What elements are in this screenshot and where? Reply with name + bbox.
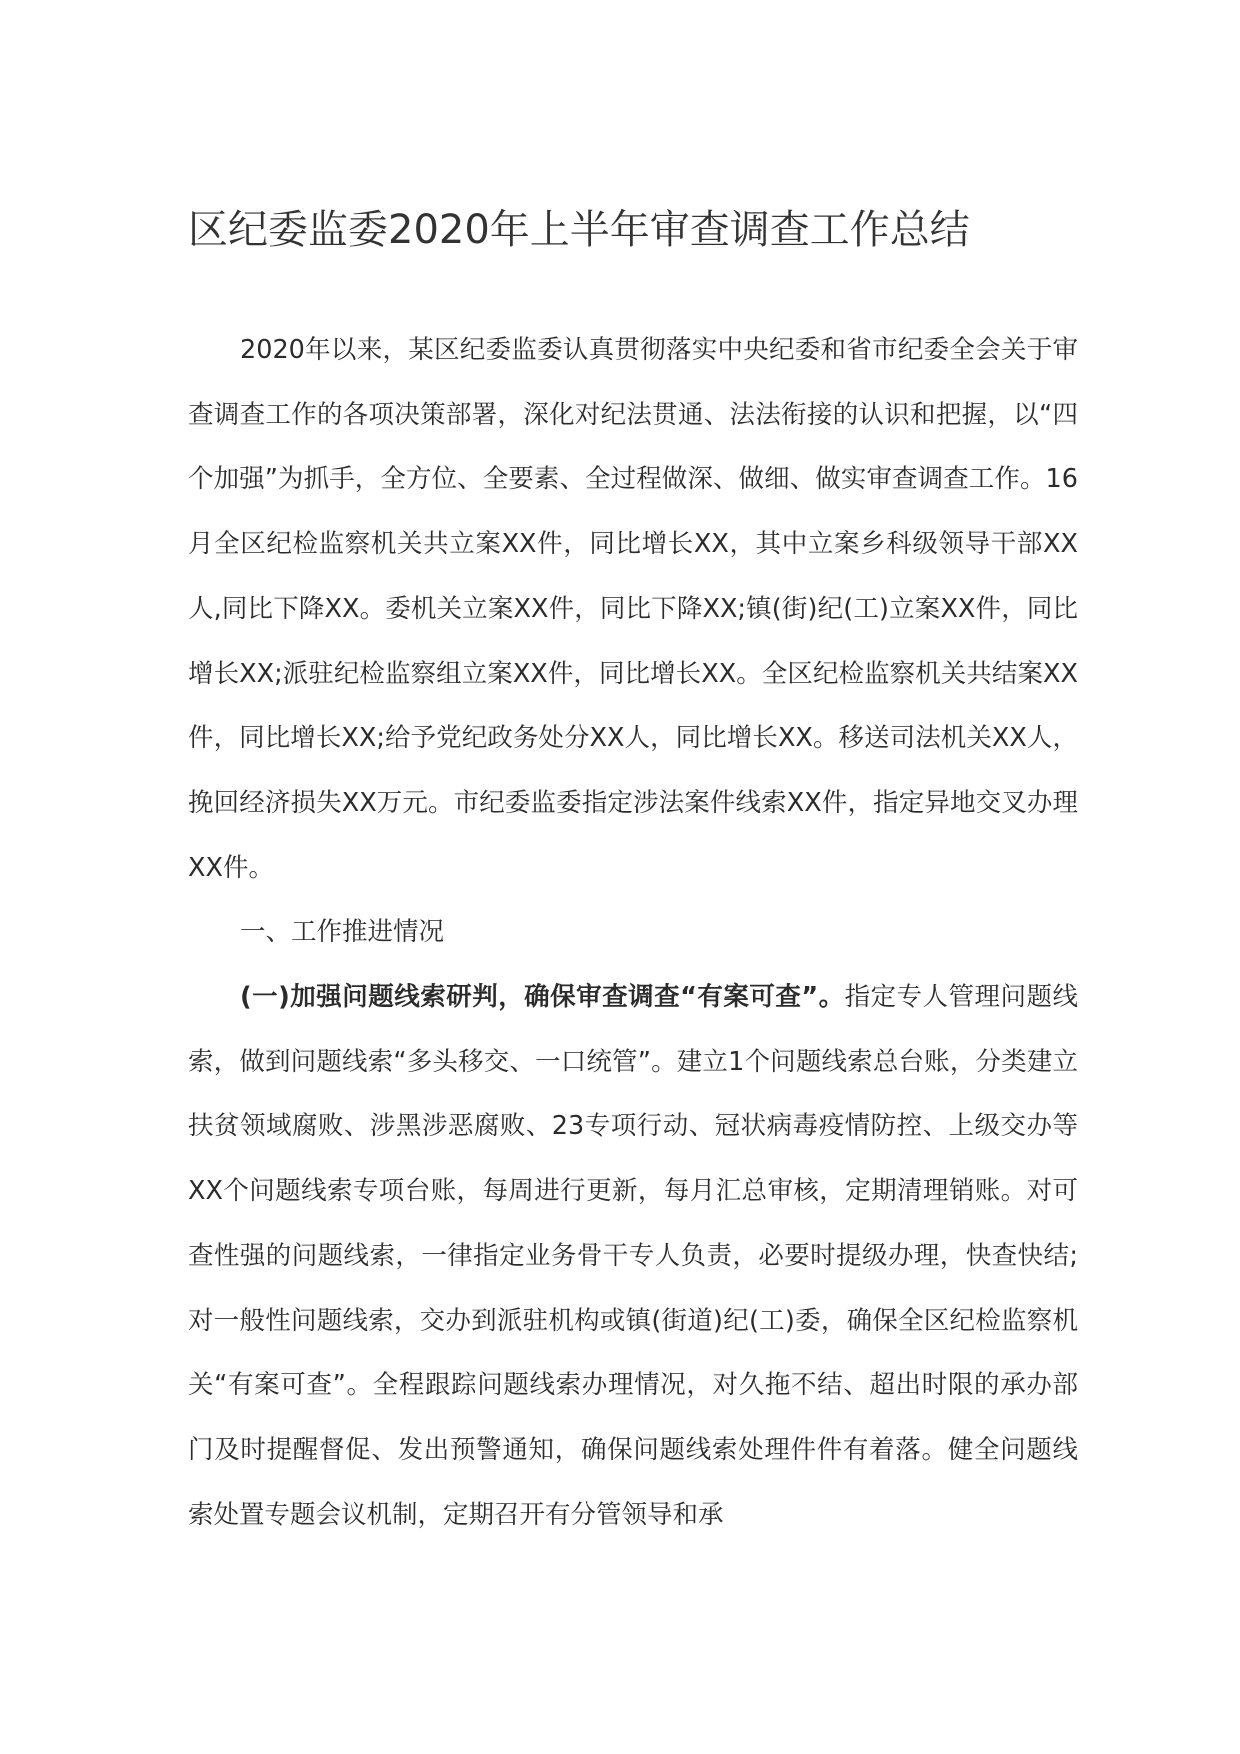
section-heading bbox=[188, 900, 1078, 965]
paragraph-item-1-lead: (一)加强问题线索研判，确保审查调查“有案可查”。 bbox=[240, 982, 845, 1013]
paragraph-item-1 bbox=[188, 965, 1078, 1547]
document-body bbox=[188, 318, 1078, 1547]
document-title: 区纪委监委2020年上半年审查调查工作总结 bbox=[188, 207, 970, 253]
paragraph-item-1-text: 指定专人管理问题线索，做到问题线索“多头移交、一口统管”。建立1个问题线索总台账，分类建立扶贫领域腐败、涉黑涉恶腐败、23专项行动、冠状病毒疫情防控、上级交办等XX个问题线索专项台账，每周进行更新，每月汇总审核，定期清理销账。对可查性强的问题线索，一律指定业务骨干专人负责，必要时提级办理，快查快结;对一般性问题线索，交办到派驻机构或镇(街道)纪(工)委，确保全区纪检监察机关“有案可查”。全程跟踪问题线索办理情况，对久拖不结、超出时限的承办部门及时提醒督促、发出预警通知，确保问题线索处理件件有着落。健全问题线索处置专题会议机制，定期召开有分管领导和承 bbox=[188, 982, 1078, 1530]
paragraph-intro-text: 2020年以来，某区纪委监委认真贯彻落实中央纪委和省市纪委全会关于审查调查工作的各项决策部署，深化对纪法贯通、法法衔接的认识和把握，以“四个加强”为抓手，全方位、全要素、全过程做深、做细、做实审查调查工作。16月全区纪检监察机关共立案XX件，同比增长XX，其中立案乡科级领导干部XX人,同比下降XX。委机关立案XX件，同比下降XX;镇(街)纪(工)立案XX件，同比增长XX;派驻纪检监察组立案XX件，同比增长XX。全区纪检监察机关共结案XX件，同比增长XX;给予党纪政务处分XX人，同比增长XX。移送司法机关XX人，挽回经济损失XX万元。市纪委监委指定涉法案件线索XX件，指定异地交叉办理XX件。 bbox=[188, 335, 1078, 883]
paragraph-intro bbox=[188, 318, 1078, 900]
section-heading-text: 一、工作推进情况 bbox=[240, 917, 445, 948]
